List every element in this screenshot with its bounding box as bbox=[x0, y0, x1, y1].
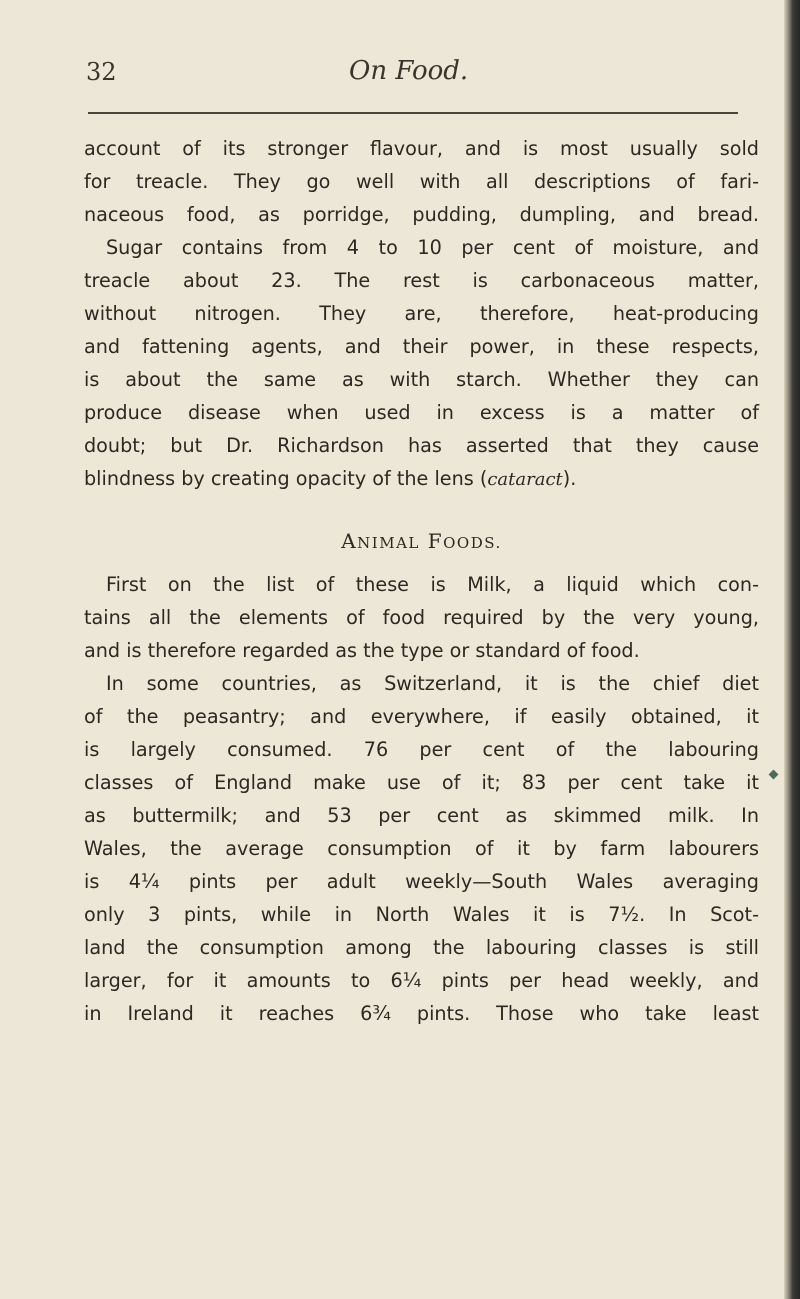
binding-edge bbox=[784, 0, 800, 1299]
text-line: is largely consumed. 76 per cent of the labouring bbox=[84, 738, 759, 761]
text-line: is 4¼ pints per adult weekly—South Wales averaging bbox=[84, 870, 759, 893]
running-title: On Food. bbox=[349, 56, 469, 86]
text-line: larger, for it amounts to 6¼ pints per head weekly, and bbox=[84, 969, 759, 992]
text-line: produce disease when used in excess is a matter of bbox=[84, 401, 759, 424]
margin-mark bbox=[769, 770, 779, 780]
header-rule bbox=[88, 112, 738, 114]
text-line: Wales, the average consumption of it by farm labourers bbox=[84, 837, 759, 860]
page-number: 32 bbox=[86, 58, 117, 86]
text-line: Sugar contains from 4 to 10 per cent of moisture, and bbox=[106, 236, 759, 259]
text-segment: blindness by creating opacity of the lens ( bbox=[84, 467, 488, 490]
text-line: account of its stronger flavour, and is most usually sold bbox=[84, 137, 759, 160]
text-line: in Ireland it reaches 6¾ pints. Those who take least bbox=[84, 1002, 759, 1025]
text-segment: ). bbox=[562, 467, 577, 490]
text-line: of the peasantry; and everywhere, if easily obtained, it bbox=[84, 705, 759, 728]
text-line: doubt; but Dr. Richardson has asserted that they cause bbox=[84, 434, 759, 457]
text-line: treacle about 23. The rest is carbonaceous matter, bbox=[84, 269, 759, 292]
text-line: is about the same as with starch. Whether they can bbox=[84, 368, 759, 391]
text-line: for treacle. They go well with all descriptions of fari- bbox=[84, 170, 759, 193]
text-line: and fattening agents, and their power, in these respects, bbox=[84, 335, 759, 358]
text-line: In some countries, as Switzerland, it is the chief diet bbox=[106, 672, 759, 695]
text-line: and is therefore regarded as the type or standard of food. bbox=[84, 639, 640, 662]
text-line: land the consumption among the labouring classes is still bbox=[84, 936, 759, 959]
text-line: classes of England make use of it; 83 per cent take it bbox=[84, 771, 759, 794]
text-line: without nitrogen. They are, therefore, heat-producing bbox=[84, 302, 759, 325]
page-header bbox=[86, 56, 740, 96]
italic-term: cataract bbox=[487, 469, 563, 490]
text-line: naceous food, as porridge, pudding, dumpling, and bread. bbox=[84, 203, 759, 226]
text-line: tains all the elements of food required by the very young, bbox=[84, 606, 759, 629]
body-text bbox=[84, 132, 759, 1030]
text-line: First on the list of these is Milk, a liquid which con- bbox=[106, 573, 759, 596]
text-line: only 3 pints, while in North Wales it is 7½. In Scot- bbox=[84, 903, 759, 926]
text-line: as buttermilk; and 53 per cent as skimmed milk. In bbox=[84, 804, 759, 827]
section-heading: ANIMAL FOODS. bbox=[341, 529, 502, 553]
text-line bbox=[84, 462, 759, 495]
